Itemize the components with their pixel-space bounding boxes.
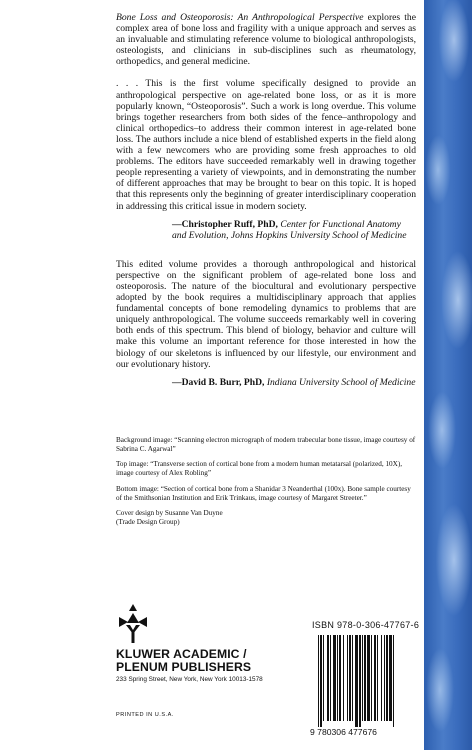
review-attribution-burr bbox=[172, 377, 416, 388]
barcode-bar bbox=[374, 635, 376, 721]
publisher-name-line2: PLENUM PUBLISHERS bbox=[116, 660, 252, 674]
intro-paragraph bbox=[116, 12, 416, 67]
barcode-bar bbox=[343, 635, 344, 721]
barcode-bar bbox=[359, 635, 361, 727]
barcode-bar bbox=[381, 635, 382, 721]
barcode-bar bbox=[333, 635, 336, 721]
barcode-bar bbox=[330, 635, 331, 721]
barcode-bar bbox=[337, 635, 338, 721]
barcode-bar bbox=[349, 635, 351, 721]
printed-in: PRINTED IN U.S.A. bbox=[116, 712, 174, 718]
barcode-bar bbox=[384, 635, 385, 721]
credit-top: Top image: “Transverse section of cortical bone from a modern human metatarsal (polarized, 10X), image courtesy of Alex Robling” bbox=[116, 460, 403, 478]
reviewer-affiliation: Indiana University School of Medicine bbox=[266, 376, 416, 388]
barcode-icon bbox=[318, 635, 416, 727]
book-title: Bone Loss and Osteoporosis: An Anthropological Perspective bbox=[116, 12, 364, 23]
publisher-name-line1: KLUWER ACADEMIC / bbox=[116, 647, 247, 661]
kluwer-logo-icon bbox=[116, 604, 150, 644]
reviewer-name: —Christopher Ruff, PhD, bbox=[172, 218, 278, 230]
barcode-bar bbox=[320, 635, 322, 727]
isbn-barcode bbox=[310, 619, 422, 741]
barcode-bar bbox=[377, 635, 378, 721]
cover-text bbox=[116, 12, 416, 527]
barcode-bar bbox=[355, 635, 358, 727]
barcode-bar bbox=[367, 635, 370, 721]
reviewer-affiliation: Center for Functional Anatomy and Evolution, Johns Hopkins University School of Medicine bbox=[172, 218, 407, 241]
barcode-bar bbox=[352, 635, 353, 721]
publisher-address: 233 Spring Street, New York, New York 10013-1578 bbox=[116, 676, 263, 683]
barcode-bar bbox=[393, 635, 394, 727]
barcode-bar bbox=[323, 635, 324, 721]
intro-text: explores the complex area of bone loss and fragility with a unique approach and serves as an invaluable and stimulating reference volume to biological anthropologists, osteologists, and clinicians in sub-disciplines such as rheumatology, orthopedics, and general medicine. bbox=[116, 12, 416, 68]
image-credits bbox=[116, 436, 416, 528]
isbn-label: ISBN 978-0-306-47767-6 bbox=[312, 620, 420, 630]
cover-design-credit: Cover design by Susanne Van Duyne bbox=[116, 509, 223, 518]
publisher-name bbox=[116, 648, 251, 674]
barcode-bar bbox=[347, 635, 348, 721]
review-quote-ruff: . . . This is the first volume specifically designed to provide an anthropological perspective on age-related bone loss, or as it is more popularly known, “Osteoporosis”. Such a work is long overdue. This volume brings together researchers from both sides of the fence–anthropology and clinical orthopedics–to address their common interest in age-related bone loss. The authors include a nice blend of established experts in the field along with a few newcomers who are providing some fresh approaches to old problems. The editors have succeeded remarkably well in drawing together people representing a variety of viewpoints, and in demonstrating the number of different approaches that may be brought to bear on this topic. It is hoped that this represents only the beginning of greater interdisciplinary cooperation in addressing this critical issue in modern society. bbox=[116, 78, 416, 212]
barcode-bar bbox=[386, 635, 388, 721]
credit-background: Background image: “Scanning electron micrograph of modern trabecular bone tissue, image courtesy of Sabrina C. Agarwal” bbox=[116, 435, 416, 454]
barcode-bar bbox=[371, 635, 372, 721]
bone-micrograph-strip bbox=[424, 0, 472, 750]
barcode-bar bbox=[339, 635, 341, 721]
cover-design-firm: (Trade Design Group) bbox=[116, 518, 180, 527]
review-attribution-ruff bbox=[172, 219, 416, 241]
barcode-bar bbox=[389, 635, 392, 721]
reviewer-name: —David B. Burr, PhD, bbox=[172, 376, 265, 388]
review-quote-burr: This edited volume provides a thorough anthropological and historical perspective on the significant problem of age-related bone loss and osteoporosis. The nature of the biocultural and evolutionary perspective adopted by the book requires a multidisciplinary approach that applies fundamental concepts of bone remodeling dynamics to problems that are uniquely anthropological. The volume succeeds remarkably well in covering both ends of this spectrum. This blend of biology, behavior and culture will make this volume an important reference for those interested in how the biology of our skeletons is influenced by our lifestyle, our environment and our evolutionary history. bbox=[116, 258, 416, 370]
credit-bottom: Bottom image: “Section of cortical bone from a Shanidar 3 Neanderthal (100x). Bone sample courtesy of the Smithsonian Institution and Erik Trinkaus, image courtesy of Margaret Streeter.” bbox=[116, 484, 411, 502]
barcode-digits: 9 780306 477676 bbox=[310, 727, 377, 737]
barcode-bar bbox=[364, 635, 366, 721]
barcode-bar bbox=[362, 635, 363, 721]
barcode-bar bbox=[327, 635, 329, 721]
barcode-bar bbox=[318, 635, 319, 727]
